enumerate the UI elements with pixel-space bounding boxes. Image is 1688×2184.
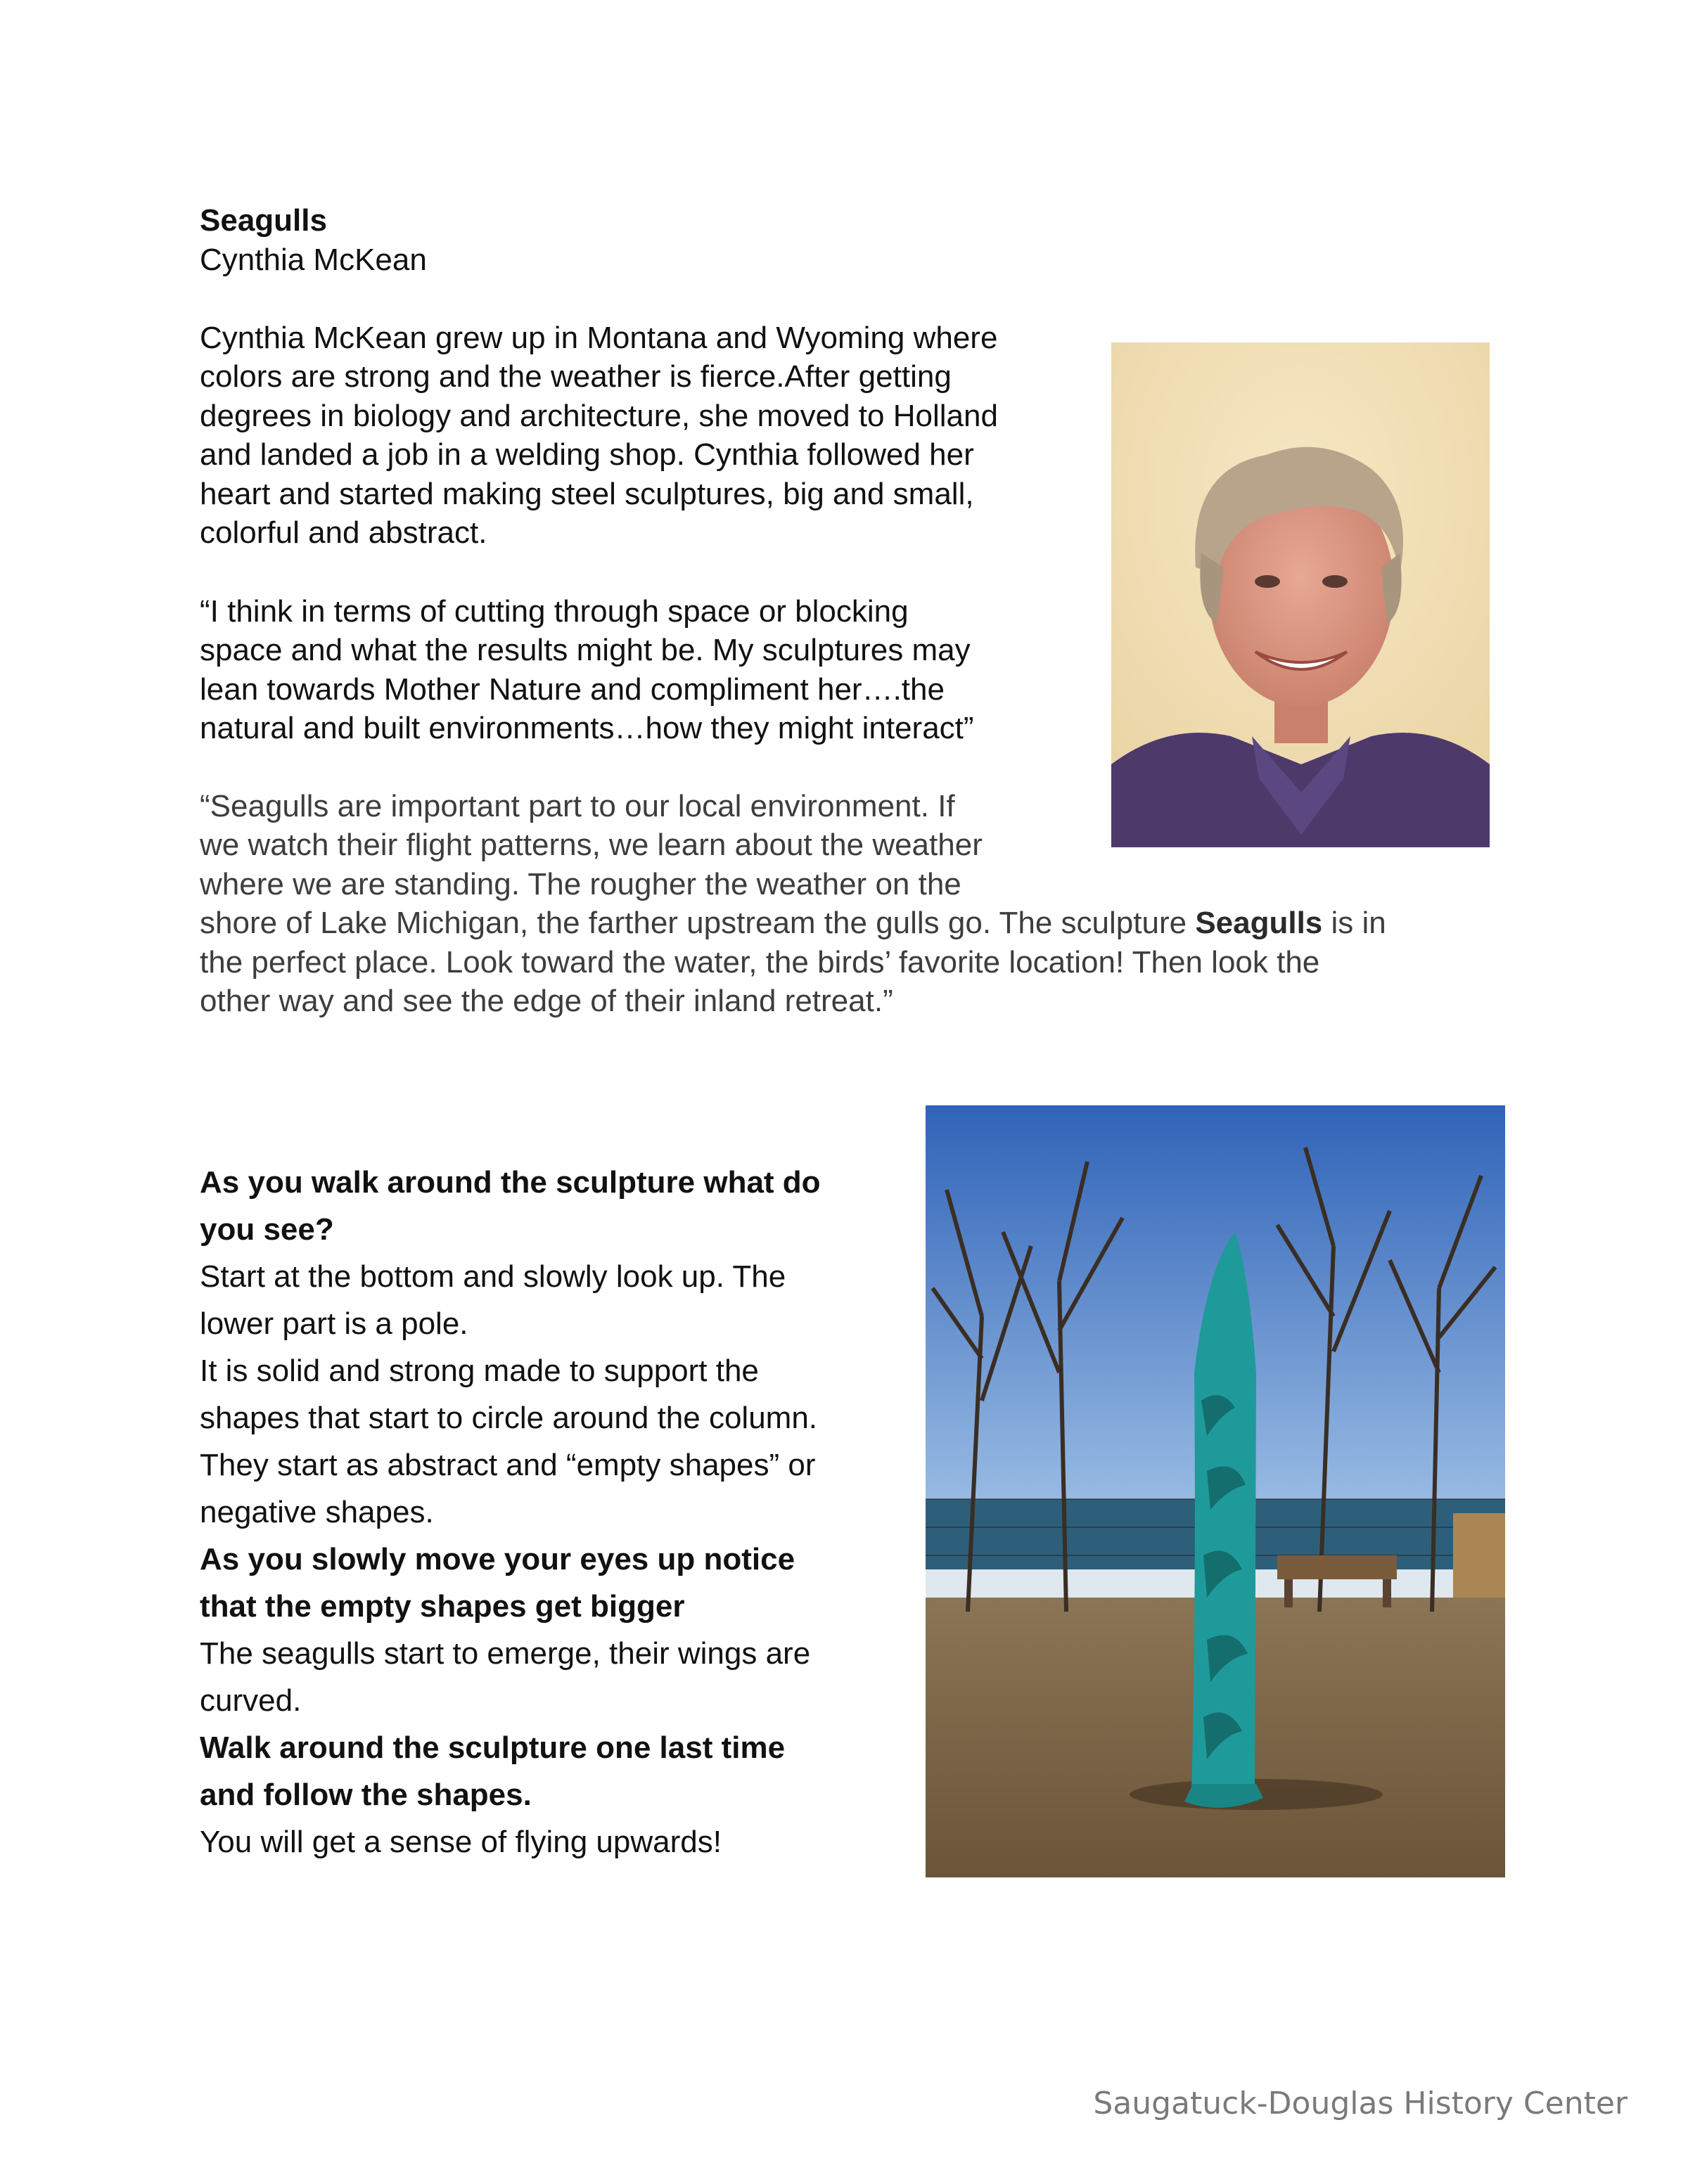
guide-text: You will get a sense of flying upwards! — [200, 1825, 722, 1859]
quote-line: other way and see the edge of their inland retreat.” — [200, 984, 893, 1019]
quote-line: we watch their flight patterns, we learn about the weather — [200, 828, 983, 863]
guide-prompt: and follow the shapes. — [200, 1778, 532, 1812]
guide-text: negative shapes. — [200, 1495, 434, 1529]
guide-text: It is solid and strong made to support the — [200, 1354, 759, 1388]
guide-text: They start as abstract and “empty shapes” or — [200, 1448, 816, 1482]
quote-line: “Seagulls are important part to our local environment. If — [200, 789, 955, 823]
quote-line: natural and built environments…how they might interact” — [200, 711, 974, 746]
sculpture-name-bold: Seagulls — [1195, 906, 1323, 941]
guide-prompt: Walk around the sculpture one last time — [200, 1730, 786, 1765]
quote-line: lean towards Mother Nature and compliment her….the — [200, 672, 945, 707]
guide-text: lower part is a pole. — [200, 1306, 468, 1341]
bio-line: colorful and abstract. — [200, 515, 487, 551]
artwork-title: Seagulls — [200, 203, 327, 238]
artist-quote — [200, 592, 1114, 748]
bio-line: degrees in biology and architecture, she moved to Holland — [200, 398, 998, 433]
guide-prompt: As you slowly move your eyes up notice — [200, 1542, 795, 1576]
artist-bio — [200, 319, 1114, 552]
sculpture-photo — [926, 1105, 1505, 1877]
bio-line: colors are strong and the weather is fierce.After getting — [200, 359, 952, 394]
guide-text: shapes that start to circle around the column. — [200, 1401, 818, 1435]
guide-text: The seagulls start to emerge, their wings are — [200, 1636, 811, 1671]
guide-prompt: As you walk around the sculpture what do — [200, 1165, 821, 1200]
artist-portrait-photo — [1111, 342, 1490, 847]
artist-name: Cynthia McKean — [200, 243, 427, 277]
quote-line: “I think in terms of cutting through space or blocking — [200, 594, 909, 629]
quote-line: space and what the results might be. My sculptures may — [200, 633, 971, 668]
viewing-guide — [200, 1159, 903, 1865]
footer-credit: Saugatuck-Douglas History Center — [1093, 2086, 1628, 2121]
quote-line — [200, 904, 1508, 942]
quote-line: where we are standing. The rougher the weather on the — [200, 866, 961, 901]
guide-text: Start at the bottom and slowly look up. The — [200, 1259, 786, 1294]
quote-text: shore of Lake Michigan, the farther upstream the gulls go. The sculpture — [200, 906, 1196, 941]
quote-text: is in — [1322, 906, 1386, 941]
quote-line: the perfect place. Look toward the water, the birds’ favorite location! Then look the — [200, 944, 1320, 979]
guide-text: curved. — [200, 1683, 302, 1718]
bio-line: Cynthia McKean grew up in Montana and Wyoming where — [200, 321, 998, 355]
guide-prompt: you see? — [200, 1212, 334, 1247]
guide-prompt: that the empty shapes get bigger — [200, 1589, 685, 1624]
bio-line: and landed a job in a welding shop. Cynthia followed her — [200, 437, 974, 473]
bio-line: heart and started making steel sculptures, big and small, — [200, 476, 974, 511]
